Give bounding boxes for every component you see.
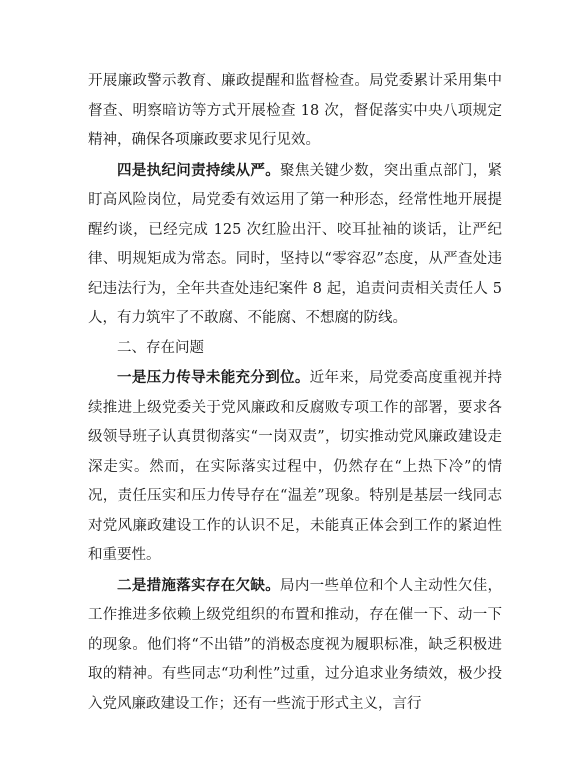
paragraph-text: 聚焦关键少数，突出重点部门，紧盯高风险岗位，局党委有效运用了第一种形态，经常性地开展提醒约谈，已经完成 125 次红脸出汗、咬耳扯袖的谈话，让严纪律、明规矩成为常态。同时，坚持以“零容忍”态度，从严查处违纪违法行为，全年共查处违纪案件 8 起，追责问责相关责任人 5 人，有力筑牢了不敢腐、不能腐、不想腐的防线。	[88, 162, 503, 326]
paragraph-lead: 二是措施落实存在欠缺。	[117, 576, 281, 594]
paragraph-pressure	[88, 363, 502, 571]
paragraph-continued	[88, 67, 502, 156]
document-body	[88, 67, 502, 719]
paragraph-text: 近年来，局党委高度重视并持续推进上级党委关于党风廉政和反腐败专项工作的部署，要求各级领导班子认真贯彻落实“一岗双责”，切实推动党风廉政建设走深走实。然而，在实际落实过程中，仍然存在“上热下冷”的情况，责任压实和压力传导存在“温差”现象。特别是基层一线同志对党风廉政建设工作的认识不足，未能真正体会到工作的紧迫性和重要性。	[88, 370, 503, 563]
paragraph-lead: 四是执纪问责持续从严。	[117, 161, 281, 179]
paragraph-discipline	[88, 156, 502, 334]
paragraph-text: 开展廉政警示教育、廉政提醒和监督检查。局党委累计采用集中督查、明察暗访等方式开展检查 18 次，督促落实中央八项规定精神，确保各项廉政要求见行见效。	[88, 73, 502, 148]
paragraph-lead: 一是压力传导未能充分到位。	[117, 369, 310, 386]
section-heading: 二、存在问题	[117, 339, 204, 356]
paragraph-measures	[88, 571, 502, 720]
paragraph-text: 局内一些单位和个人主动性欠佳，工作推进多依赖上级党组织的布置和推动，存在催一下、动一下的现象。他们将“不出错”的消极态度视为履职标准，缺乏积极进取的精神。有些同志“功利性”过重，过分追求业务绩效，极少投入党风廉政建设工作；还有一些流于形式主义，言行	[88, 577, 503, 712]
